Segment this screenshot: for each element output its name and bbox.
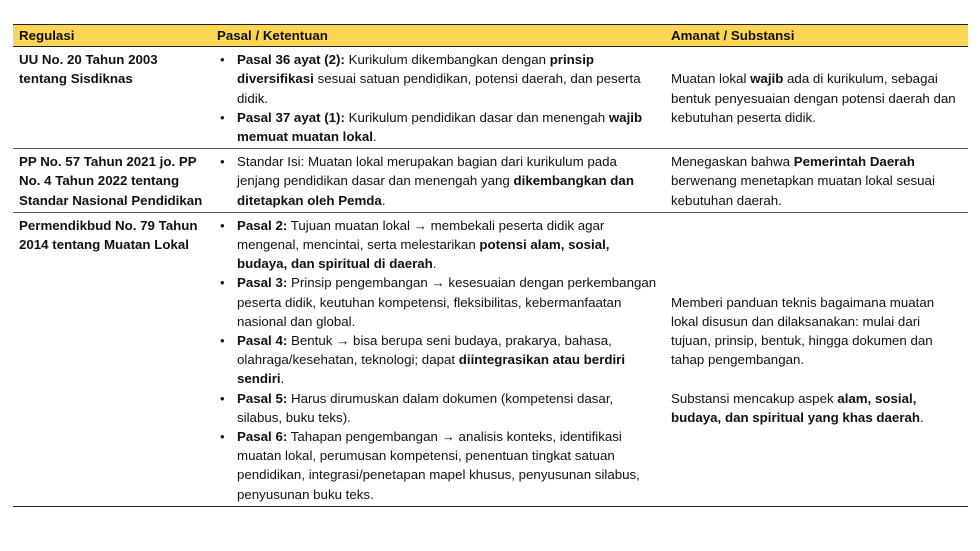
amanat-cell bbox=[665, 149, 968, 213]
pasal-cell bbox=[211, 149, 665, 213]
list-item: • Standar Isi: Muatan lokal merupakan bagian dari kurikulum pada jenjang pendidikan dasar dan menengah yang dikembangkan dan ditetapkan oleh Pemda. bbox=[237, 152, 659, 210]
amanat-text: Muatan lokal wajib ada di kurikulum, sebagai bentuk penyesuaian dengan potensi daerah dan kebutuhan peserta didik. bbox=[671, 71, 956, 125]
pasal-cell bbox=[211, 47, 665, 149]
list-item: • Pasal 4: Bentuk → bisa berupa seni budaya, prakarya, bahasa, olahraga/kesehatan, teknologi; dapat diintegrasikan atau berdiri sendiri. bbox=[237, 331, 659, 389]
list-item: • Pasal 6: Tahapan pengembangan → analisis konteks, identifikasi muatan lokal, perumusan kompetensi, penentuan tingkat satuan pendidikan, integrasi/penetapan mapel khusus, penyusunan silabus, penyusunan buku teks. bbox=[237, 427, 659, 504]
table-header-row bbox=[13, 25, 968, 47]
regulasi-cell: PP No. 57 Tahun 2021 jo. PP No. 4 Tahun 2022 tentang Standar Nasional Pendidikan bbox=[13, 149, 211, 213]
header-regulasi: Regulasi bbox=[13, 25, 211, 47]
pasal-list bbox=[217, 50, 659, 146]
list-item: • Pasal 37 ayat (1): Kurikulum pendidikan dasar dan menengah wajib memuat muatan lokal. bbox=[237, 108, 659, 146]
table-row bbox=[13, 47, 968, 149]
pasal-list bbox=[217, 152, 659, 210]
list-item: • Pasal 36 ayat (2): Kurikulum dikembangkan dengan prinsip diversifikasi sesuai satuan pendidikan, potensi daerah, dan peserta didik. bbox=[237, 50, 659, 108]
header-amanat: Amanat / Substansi bbox=[665, 25, 968, 47]
table-row bbox=[13, 212, 968, 506]
header-pasal: Pasal / Ketentuan bbox=[211, 25, 665, 47]
pasal-list bbox=[217, 216, 659, 504]
list-item: • Pasal 3: Prinsip pengembangan → kesesuaian dengan perkembangan peserta didik, keutuhan kompetensi, fleksibilitas, kebermanfaatan nasional dan global. bbox=[237, 273, 659, 331]
list-item: • Pasal 5: Harus dirumuskan dalam dokumen (kompetensi dasar, silabus, buku teks). bbox=[237, 389, 659, 427]
amanat-text: Memberi panduan teknis bagaimana muatan lokal disusun dan dilaksanakan: mulai dari tujuan, prinsip, bentuk, hingga dokumen dan tahap pengembangan. bbox=[671, 294, 935, 368]
list-item: • Pasal 2: Tujuan muatan lokal → membekali peserta didik agar mengenal, mencintai, serta melestarikan potensi alam, sosial, budaya, dan spiritual di daerah. bbox=[237, 216, 659, 274]
regulasi-cell: UU No. 20 Tahun 2003 tentang Sisdiknas bbox=[13, 47, 211, 149]
regulation-table bbox=[13, 24, 968, 507]
amanat-text: Menegaskan bahwa Pemerintah Daerah berwenang menetapkan muatan lokal sesuai kebutuhan daerah. bbox=[671, 154, 935, 208]
pasal-cell bbox=[211, 212, 665, 506]
amanat-text: Substansi mencakup aspek alam, sosial, budaya, dan spiritual yang khas daerah. bbox=[671, 390, 924, 425]
table-row bbox=[13, 149, 968, 213]
amanat-cell bbox=[665, 212, 968, 506]
amanat-cell bbox=[665, 47, 968, 149]
regulasi-cell: Permendikbud No. 79 Tahun 2014 tentang Muatan Lokal bbox=[13, 212, 211, 506]
